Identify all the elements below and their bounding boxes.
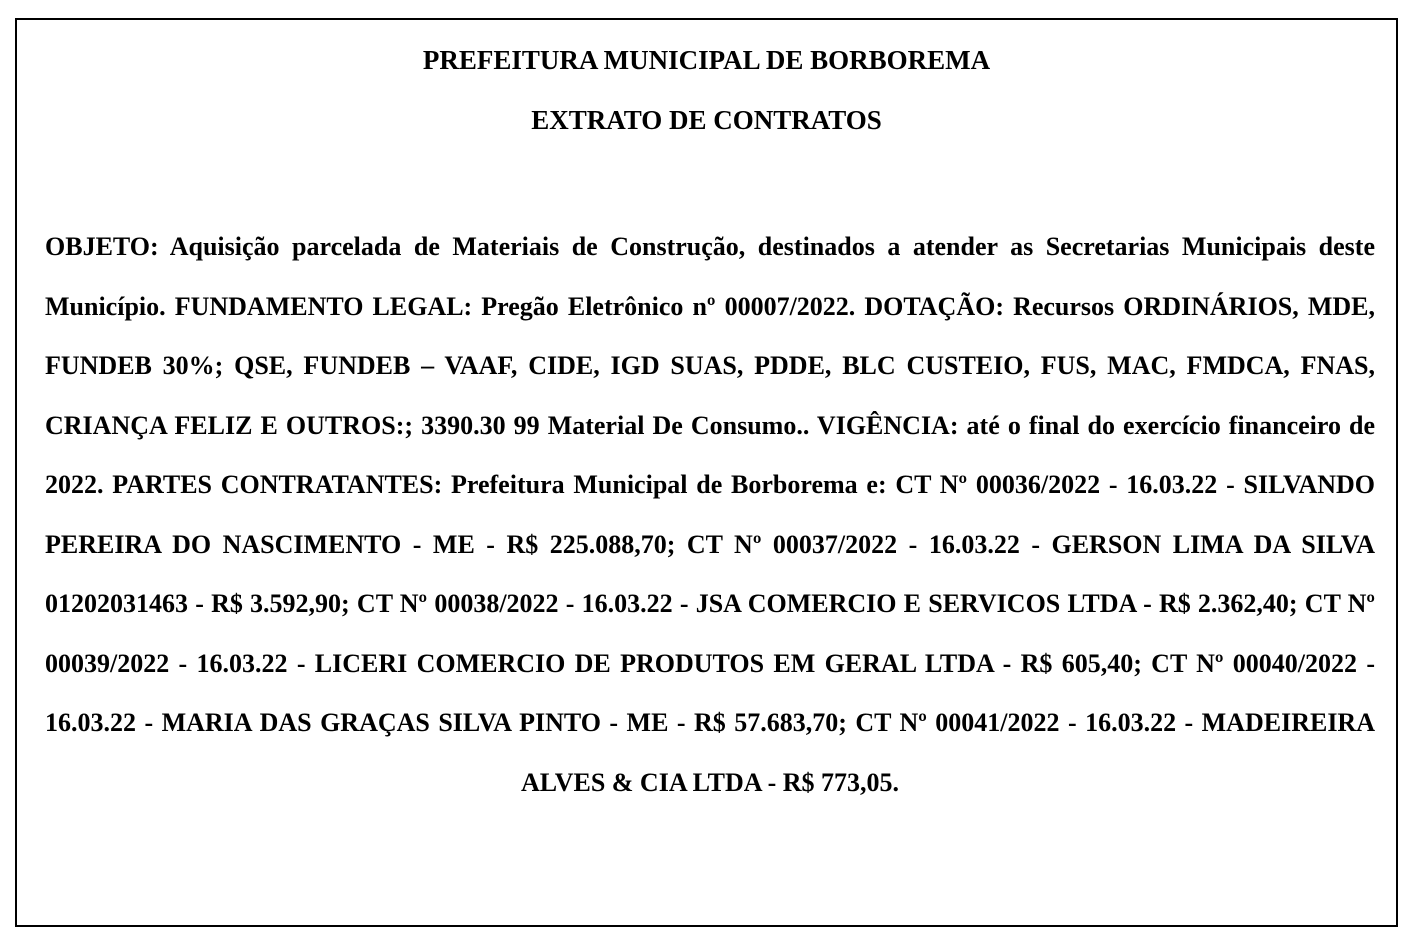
document-subtitle: EXTRATO DE CONTRATOS bbox=[531, 105, 882, 135]
document-frame bbox=[15, 18, 1398, 927]
contract-extract-text: OBJETO: Aquisição parcelada de Materiais de Construção, destinados a atender as Secretarias Municipais deste Município. FUNDAMENTO LEGAL: Pregão Eletrônico nº 00007/2022. DOTAÇÃO: Recursos ORDINÁRIOS, MDE, FUNDEB 30%; QSE, FUNDEB – VAAF, CIDE, IGD SUAS, PDDE, BLC CUSTEIO, FUS, MAC, FMDCA, FNAS, CRIANÇA FELIZ E OUTROS:; 3390.30 99 Material De Consumo.. VIGÊNCIA: até o final do exercício financeiro de 2022. PARTES CONTRATANTES: Prefeitura Municipal de Borborema e: CT Nº 00036/2022 - 16.03.22 - SILVANDO PEREIRA DO NASCIMENTO - ME - R$ 225.088,70; CT Nº 00037/2022 - 16.03.22 - GERSON LIMA DA SILVA 01202031463 - R$ 3.592,90; CT Nº 00038/2022 - 16.03.22 - JSA COMERCIO E SERVICOS LTDA - R$ 2.362,40; CT Nº 00039/2022 - 16.03.22 - LICERI COMERCIO DE PRODUTOS EM GERAL LTDA - R$ 605,40; CT Nº 00040/2022 - 16.03.22 - MARIA DAS GRAÇAS SILVA PINTO - ME - R$ 57.683,70; CT Nº 00041/2022 - 16.03.22 - MADEIREIRA ALVES & CIA LTDA - R$ 773,05. bbox=[45, 232, 1375, 797]
document-title: PREFEITURA MUNICIPAL DE BORBOREMA bbox=[422, 45, 991, 75]
